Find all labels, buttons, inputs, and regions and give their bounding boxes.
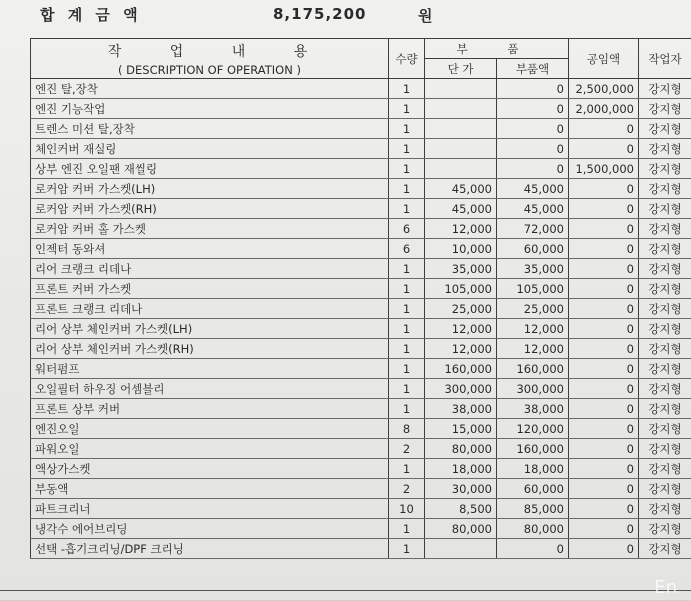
row-parts-amount: 12,000 <box>497 339 569 359</box>
row-parts-amount: 35,000 <box>497 259 569 279</box>
header-description-en: ( DESCRIPTION OF OPERATION ) <box>35 63 384 77</box>
table-row <box>31 499 691 519</box>
table-row <box>31 299 691 319</box>
row-parts-amount: 0 <box>497 99 569 119</box>
row-unit-price <box>425 99 497 119</box>
row-labor-amount: 0 <box>569 499 639 519</box>
row-quantity: 6 <box>389 219 425 239</box>
row-parts-amount: 0 <box>497 79 569 99</box>
row-parts-amount: 120,000 <box>497 419 569 439</box>
row-description: 선택 -흡기크리닝/DPF 크리닝 <box>31 539 389 559</box>
row-quantity: 1 <box>389 539 425 559</box>
table-row <box>31 199 691 219</box>
row-description: 리어 상부 체인커버 가스켓(RH) <box>31 339 389 359</box>
row-quantity: 8 <box>389 419 425 439</box>
row-labor-amount: 2,000,000 <box>569 99 639 119</box>
row-worker: 강지형 <box>639 239 691 259</box>
row-unit-price <box>425 539 497 559</box>
row-parts-amount: 0 <box>497 139 569 159</box>
row-unit-price: 38,000 <box>425 399 497 419</box>
row-labor-amount: 0 <box>569 339 639 359</box>
header-parts: 부 품 <box>425 39 569 59</box>
row-quantity: 1 <box>389 259 425 279</box>
row-description: 프론트 커버 가스켓 <box>31 279 389 299</box>
table-row <box>31 239 691 259</box>
work-order-table <box>30 38 691 559</box>
row-worker: 강지형 <box>639 379 691 399</box>
row-labor-amount: 0 <box>569 399 639 419</box>
table-row <box>31 379 691 399</box>
row-parts-amount: 300,000 <box>497 379 569 399</box>
row-unit-price: 8,500 <box>425 499 497 519</box>
row-quantity: 1 <box>389 379 425 399</box>
row-quantity: 1 <box>389 319 425 339</box>
row-description: 트렌스 미션 탈,장착 <box>31 119 389 139</box>
row-description: 프론트 크랭크 리데나 <box>31 299 389 319</box>
row-unit-price: 12,000 <box>425 219 497 239</box>
row-parts-amount: 0 <box>497 539 569 559</box>
row-unit-price: 105,000 <box>425 279 497 299</box>
row-quantity: 1 <box>389 459 425 479</box>
header-parts-amount: 부품액 <box>497 59 569 79</box>
row-worker: 강지형 <box>639 479 691 499</box>
row-parts-amount: 38,000 <box>497 399 569 419</box>
row-labor-amount: 0 <box>569 379 639 399</box>
row-description: 파워오일 <box>31 439 389 459</box>
row-parts-amount: 45,000 <box>497 179 569 199</box>
row-worker: 강지형 <box>639 519 691 539</box>
row-labor-amount: 0 <box>569 119 639 139</box>
row-worker: 강지형 <box>639 399 691 419</box>
row-description: 상부 엔진 오일팬 재씰링 <box>31 159 389 179</box>
row-worker: 강지형 <box>639 259 691 279</box>
row-description: 체인커버 재실링 <box>31 139 389 159</box>
row-worker: 강지형 <box>639 179 691 199</box>
row-quantity: 1 <box>389 159 425 179</box>
row-unit-price: 45,000 <box>425 179 497 199</box>
row-labor-amount: 0 <box>569 459 639 479</box>
table-body <box>31 79 691 559</box>
row-quantity: 1 <box>389 199 425 219</box>
row-labor-amount: 0 <box>569 539 639 559</box>
row-parts-amount: 18,000 <box>497 459 569 479</box>
table-row <box>31 319 691 339</box>
row-labor-amount: 0 <box>569 419 639 439</box>
row-quantity: 1 <box>389 339 425 359</box>
total-amount-label: 합 계 금 액 <box>40 4 142 25</box>
row-description: 리어 상부 체인커버 가스켓(LH) <box>31 319 389 339</box>
row-quantity: 1 <box>389 79 425 99</box>
table-row <box>31 479 691 499</box>
total-amount-value: 8,175,200 <box>273 5 366 23</box>
row-parts-amount: 85,000 <box>497 499 569 519</box>
row-parts-amount: 80,000 <box>497 519 569 539</box>
row-quantity: 1 <box>389 139 425 159</box>
row-unit-price: 300,000 <box>425 379 497 399</box>
row-parts-amount: 72,000 <box>497 219 569 239</box>
bottom-border <box>0 590 691 601</box>
row-quantity: 2 <box>389 439 425 459</box>
row-parts-amount: 12,000 <box>497 319 569 339</box>
row-unit-price: 25,000 <box>425 299 497 319</box>
row-labor-amount: 1,500,000 <box>569 159 639 179</box>
table-row <box>31 99 691 119</box>
row-parts-amount: 160,000 <box>497 439 569 459</box>
row-worker: 강지형 <box>639 279 691 299</box>
row-labor-amount: 0 <box>569 279 639 299</box>
row-labor-amount: 0 <box>569 519 639 539</box>
row-unit-price: 35,000 <box>425 259 497 279</box>
row-quantity: 1 <box>389 279 425 299</box>
row-quantity: 10 <box>389 499 425 519</box>
row-worker: 강지형 <box>639 499 691 519</box>
row-unit-price: 12,000 <box>425 339 497 359</box>
row-parts-amount: 25,000 <box>497 299 569 319</box>
row-worker: 강지형 <box>639 299 691 319</box>
table-row <box>31 539 691 559</box>
row-description: 엔진 기능작업 <box>31 99 389 119</box>
table-row <box>31 119 691 139</box>
table-row <box>31 459 691 479</box>
row-unit-price: 80,000 <box>425 519 497 539</box>
row-parts-amount: 60,000 <box>497 479 569 499</box>
row-unit-price: 18,000 <box>425 459 497 479</box>
row-description: 냉각수 에어브리딩 <box>31 519 389 539</box>
row-worker: 강지형 <box>639 419 691 439</box>
row-worker: 강지형 <box>639 139 691 159</box>
row-parts-amount: 105,000 <box>497 279 569 299</box>
row-labor-amount: 0 <box>569 299 639 319</box>
table-row <box>31 79 691 99</box>
row-labor-amount: 0 <box>569 439 639 459</box>
row-quantity: 1 <box>389 179 425 199</box>
row-labor-amount: 0 <box>569 479 639 499</box>
row-quantity: 1 <box>389 99 425 119</box>
row-unit-price <box>425 139 497 159</box>
row-unit-price <box>425 159 497 179</box>
row-quantity: 1 <box>389 119 425 139</box>
row-description: 인젝터 동와셔 <box>31 239 389 259</box>
row-labor-amount: 0 <box>569 259 639 279</box>
table-row <box>31 139 691 159</box>
row-description: 로커암 커버 가스켓(LH) <box>31 179 389 199</box>
row-labor-amount: 0 <box>569 199 639 219</box>
row-description: 로커암 커버 홀 가스켓 <box>31 219 389 239</box>
row-unit-price: 30,000 <box>425 479 497 499</box>
row-parts-amount: 0 <box>497 119 569 139</box>
total-amount-row <box>18 0 691 34</box>
table-row <box>31 399 691 419</box>
row-quantity: 2 <box>389 479 425 499</box>
header-unit-price: 단 가 <box>425 59 497 79</box>
row-unit-price <box>425 119 497 139</box>
row-parts-amount: 160,000 <box>497 359 569 379</box>
row-worker: 강지형 <box>639 539 691 559</box>
row-description: 엔진오일 <box>31 419 389 439</box>
row-unit-price: 45,000 <box>425 199 497 219</box>
row-worker: 강지형 <box>639 99 691 119</box>
row-worker: 강지형 <box>639 319 691 339</box>
row-quantity: 1 <box>389 299 425 319</box>
table-header <box>31 39 691 79</box>
row-worker: 강지형 <box>639 439 691 459</box>
row-worker: 강지형 <box>639 119 691 139</box>
header-quantity: 수량 <box>389 39 425 79</box>
row-unit-price: 160,000 <box>425 359 497 379</box>
row-description: 엔진 탈,장착 <box>31 79 389 99</box>
row-parts-amount: 45,000 <box>497 199 569 219</box>
total-amount-unit: 원 <box>418 5 433 26</box>
row-worker: 강지형 <box>639 219 691 239</box>
row-unit-price: 80,000 <box>425 439 497 459</box>
table-row <box>31 179 691 199</box>
table-row <box>31 519 691 539</box>
row-description: 리어 크랭크 리데나 <box>31 259 389 279</box>
table-row <box>31 159 691 179</box>
table-row <box>31 359 691 379</box>
row-description: 프론트 상부 커버 <box>31 399 389 419</box>
table-row <box>31 419 691 439</box>
row-labor-amount: 0 <box>569 139 639 159</box>
row-description: 파트크리너 <box>31 499 389 519</box>
row-labor-amount: 0 <box>569 359 639 379</box>
row-quantity: 1 <box>389 399 425 419</box>
row-quantity: 1 <box>389 519 425 539</box>
header-labor: 공임액 <box>569 39 639 79</box>
header-description <box>31 39 389 79</box>
row-description: 워터펌프 <box>31 359 389 379</box>
row-description: 오일필터 하우징 어셈블리 <box>31 379 389 399</box>
row-unit-price: 15,000 <box>425 419 497 439</box>
table-row <box>31 439 691 459</box>
row-worker: 강지형 <box>639 159 691 179</box>
row-worker: 강지형 <box>639 79 691 99</box>
row-labor-amount: 0 <box>569 319 639 339</box>
table-row <box>31 219 691 239</box>
header-worker: 작업자 <box>639 39 691 79</box>
row-labor-amount: 2,500,000 <box>569 79 639 99</box>
row-description: 로커암 커버 가스켓(RH) <box>31 199 389 219</box>
row-quantity: 1 <box>389 359 425 379</box>
table-row <box>31 339 691 359</box>
row-worker: 강지형 <box>639 199 691 219</box>
row-parts-amount: 0 <box>497 159 569 179</box>
row-description: 부동액 <box>31 479 389 499</box>
header-description-ko: 작 업 내 용 <box>35 41 384 61</box>
row-labor-amount: 0 <box>569 239 639 259</box>
table-row <box>31 279 691 299</box>
row-quantity: 6 <box>389 239 425 259</box>
row-labor-amount: 0 <box>569 179 639 199</box>
row-unit-price <box>425 79 497 99</box>
row-worker: 강지형 <box>639 459 691 479</box>
row-unit-price: 10,000 <box>425 239 497 259</box>
row-worker: 강지형 <box>639 339 691 359</box>
watermark: En <box>654 577 677 598</box>
row-worker: 강지형 <box>639 359 691 379</box>
row-description: 액상가스켓 <box>31 459 389 479</box>
row-unit-price: 12,000 <box>425 319 497 339</box>
row-labor-amount: 0 <box>569 219 639 239</box>
table-row <box>31 259 691 279</box>
row-parts-amount: 60,000 <box>497 239 569 259</box>
